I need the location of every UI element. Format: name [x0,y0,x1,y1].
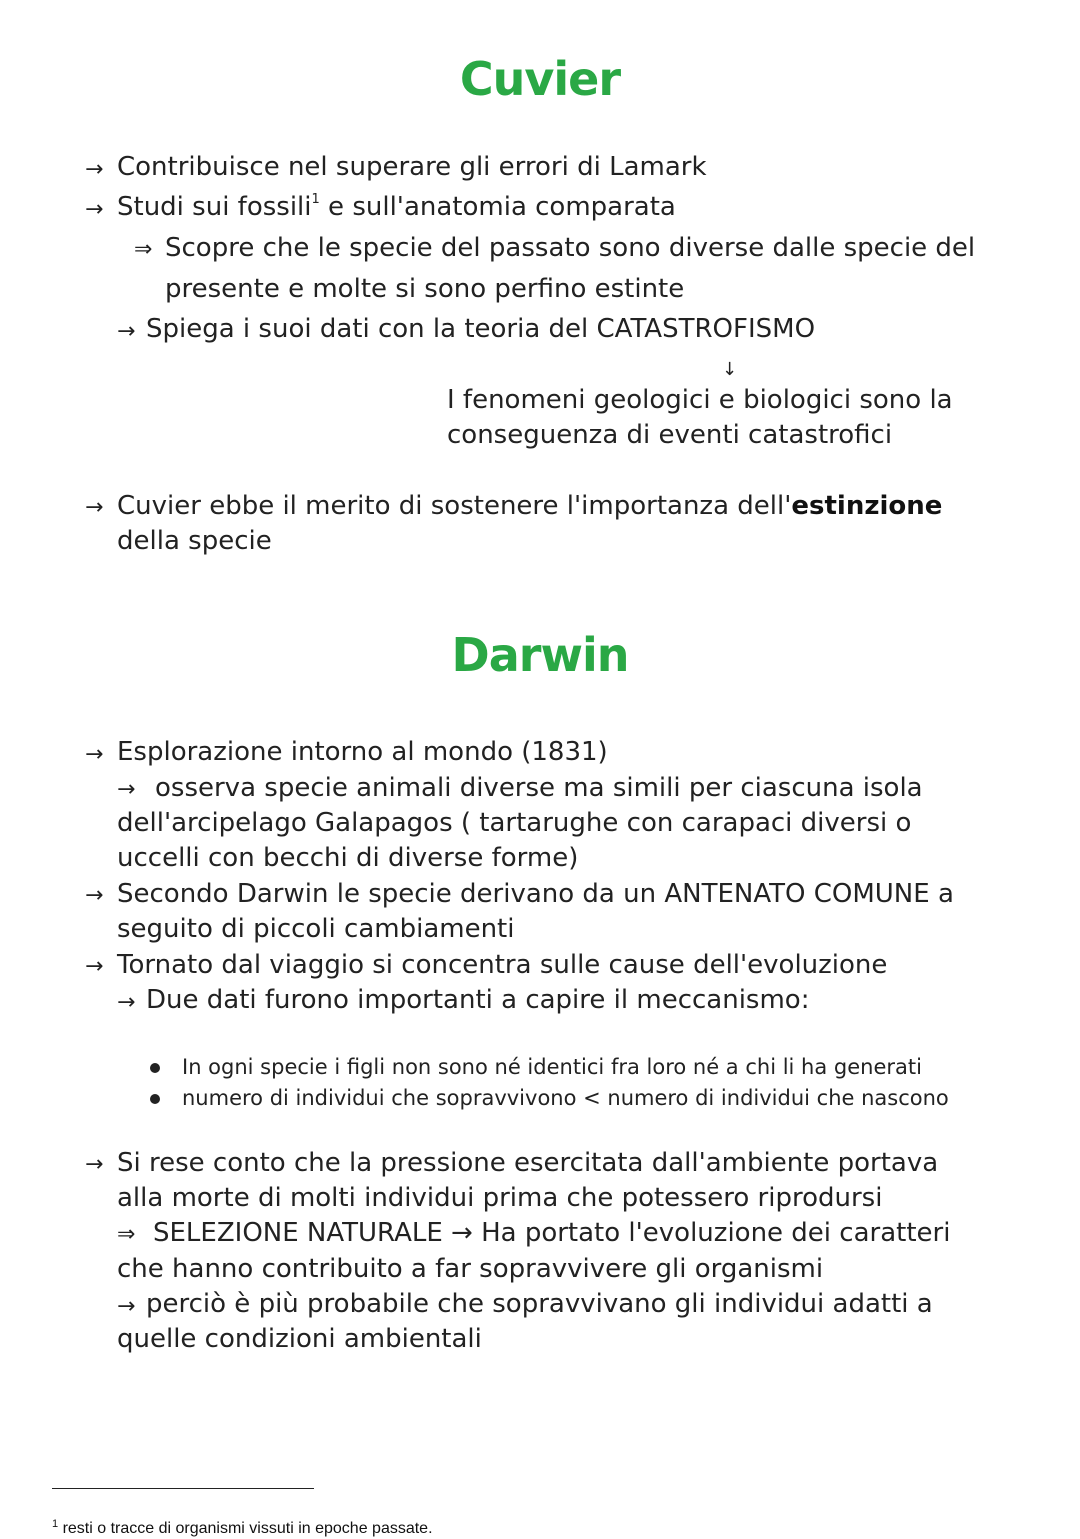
arrow-icon: → [85,157,104,182]
arrow-icon: → [117,319,136,344]
darwin-line-3: dell'arcipelago Galapagos ( tartarughe con carapaci diversi o [117,808,912,838]
cuvier-point-estinzione-2: della specie [117,526,272,556]
arrow-icon: → [85,954,104,979]
darwin-line-4: uccelli con becchi di diverse forme) [117,843,579,873]
footnote-text: resti o tracce di organismi vissuti in epoche passate. [58,1520,433,1537]
darwin-main-1: Si rese conto che la pressione esercitata dall'ambiente portava [117,1148,939,1178]
arrow-icon: → [85,883,104,908]
darwin-line-2: osserva specie animali diverse ma simili per ciascuna isola [155,773,923,803]
darwin-line-6: seguito di piccoli cambiamenti [117,914,515,944]
darwin-line-5: Secondo Darwin le specie derivano da un ANTENATO COMUNE a [117,879,954,909]
bullet-icon [150,1063,160,1073]
darwin-main-6: quelle condizioni ambientali [117,1324,482,1354]
arrow-icon: → [85,742,104,767]
down-arrow-icon: ↓ [722,359,738,380]
arrow-icon: → [85,197,104,222]
catastrofismo-definition-2: conseguenza di eventi catastrofici [447,420,893,450]
arrow-icon: → [85,495,104,520]
text-segment: Studi sui fossili [117,192,312,222]
arrow-icon: → [117,1294,136,1319]
cuvier-point-fossili [117,190,676,225]
darwin-line-8: Due dati furono importanti a capire il meccanismo: [146,985,810,1015]
cuvier-title: Cuvier [459,52,621,106]
cuvier-point-lamark: Contribuisce nel superare gli errori di Lamark [117,152,707,182]
double-arrow-icon: ⇒ [117,1222,136,1247]
text-segment: e sull'anatomia comparata [319,192,676,222]
darwin-title: Darwin [451,628,629,682]
cuvier-subpoint-scopre-2: presente e molte si sono perfino estinte [165,274,685,304]
darwin-bullet-1: In ogni specie i figli non sono né identici fra loro né a chi li ha generati [182,1055,922,1079]
arrow-icon: → [117,777,136,802]
darwin-main-2: alla morte di molti individui prima che potessero riprodursi [117,1183,883,1213]
arrow-icon: → [117,990,136,1015]
arrow-icon: → [85,1152,104,1177]
cuvier-point-estinzione-1 [117,489,942,524]
bullet-icon [150,1094,160,1104]
bold-term: estinzione [791,491,943,521]
cuvier-subpoint-scopre-1: Scopre che le specie del passato sono diverse dalle specie del [165,233,976,263]
cuvier-subpoint-catastrofismo: Spiega i suoi dati con la teoria del CATASTROFISMO [146,314,816,344]
darwin-line-1: Esplorazione intorno al mondo (1831) [117,737,608,767]
double-arrow-icon: ⇒ [134,237,153,262]
catastrofismo-definition-1: I fenomeni geologici e biologici sono la [447,385,953,415]
footnote-divider [52,1488,314,1489]
footnote [52,1519,433,1539]
darwin-line-7: Tornato dal viaggio si concentra sulle cause dell'evoluzione [117,950,888,980]
text-segment: Cuvier ebbe il merito di sostenere l'importanza dell' [117,491,792,521]
darwin-main-5: perciò è più probabile che sopravvivano gli individui adatti a [146,1289,933,1319]
footnote-number: 1 [52,1518,59,1530]
footnote-ref[interactable]: 1 [311,192,320,207]
darwin-main-3: SELEZIONE NATURALE → Ha portato l'evoluzione dei caratteri [153,1218,951,1248]
darwin-bullet-2: numero di individui che sopravvivono < numero di individui che nascono [182,1086,949,1110]
darwin-main-4: che hanno contribuito a far sopravvivere gli organismi [117,1254,824,1284]
